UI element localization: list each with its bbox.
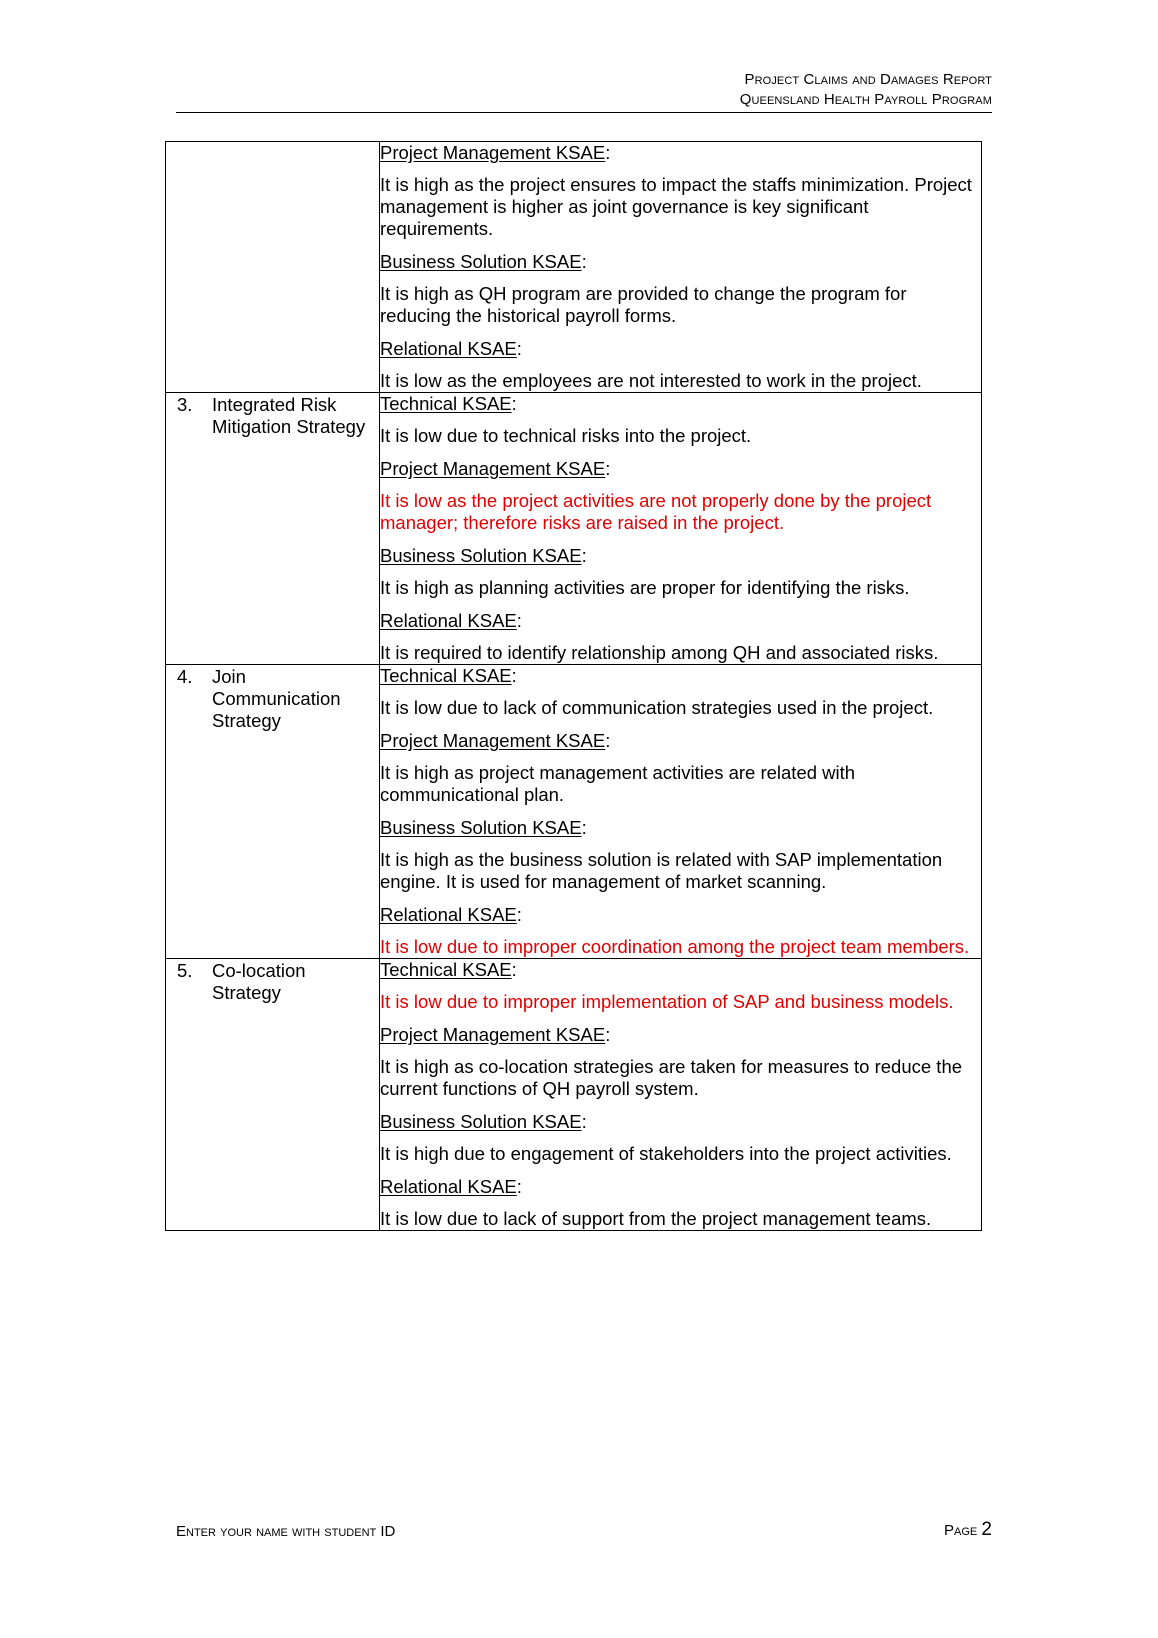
page-number (944, 1519, 992, 1542)
ksae-description: It is low due to improper coordination among the project team members. (380, 936, 970, 957)
ksae-label-colon: : (581, 1111, 587, 1132)
ksae-label-text: Project Management KSAE (380, 730, 606, 751)
ksae-description: It is low due to lack of communication strategies used in the project. (380, 697, 934, 718)
ksae-label-colon: : (605, 458, 611, 479)
ksae-label-colon: : (581, 817, 587, 838)
ksae-description: It is low due to improper implementation of SAP and business models. (380, 991, 954, 1012)
ksae-label (380, 458, 981, 480)
strategy-number: 4. (177, 666, 193, 687)
ksae-description: It is required to identify relationship among QH and associated risks. (380, 642, 939, 663)
strategy-number: 3. (177, 394, 193, 415)
strategy-cell (166, 665, 380, 959)
table-row (166, 959, 982, 1231)
strategy-cell (166, 959, 380, 1231)
ksae-label (380, 730, 981, 752)
ksae-label-colon: : (605, 1024, 611, 1045)
ksae-label-colon: : (581, 545, 587, 566)
ksae-label-colon: : (511, 665, 517, 686)
ksae-label (380, 1111, 981, 1133)
ksae-description: It is high as project management activities are related with communicational plan. (380, 762, 856, 805)
ksae-description: It is high due to engagement of stakeholders into the project activities. (380, 1143, 952, 1164)
ksae-label-text: Relational KSAE (380, 904, 517, 925)
ksae-label-text: Business Solution KSAE (380, 1111, 582, 1132)
ksae-description: It is high as planning activities are proper for identifying the risks. (380, 577, 910, 598)
ksae-label (380, 251, 981, 273)
ksae-label (380, 545, 981, 567)
ksae-label-text: Relational KSAE (380, 610, 517, 631)
ksae-description: It is high as co-location strategies are taken for measures to reduce the current functions of QH payroll system. (380, 1056, 963, 1099)
ksae-description: It is low due to lack of support from the project management teams. (380, 1208, 932, 1229)
ksae-detail-cell (380, 142, 982, 393)
ksae-label-colon: : (516, 904, 522, 925)
ksae-label (380, 393, 981, 415)
strategy-name: Join Communication Strategy (212, 666, 341, 731)
strategy-name: Integrated Risk Mitigation Strategy (212, 394, 366, 437)
strategy-name: Co-location Strategy (212, 960, 306, 1003)
page-footer (176, 1521, 992, 1545)
ksae-label-text: Project Management KSAE (380, 1024, 606, 1045)
ksae-label-text: Relational KSAE (380, 338, 517, 359)
ksae-label-colon: : (511, 393, 517, 414)
ksae-label-text: Business Solution KSAE (380, 817, 582, 838)
ksae-label-text: Project Management KSAE (380, 142, 606, 163)
ksae-detail-cell (380, 665, 982, 959)
ksae-label (380, 610, 981, 632)
table-row (166, 393, 982, 665)
ksae-label-text: Technical KSAE (380, 665, 512, 686)
ksae-label-colon: : (605, 730, 611, 751)
ksae-description: It is high as QH program are provided to change the program for reducing the historical payroll forms. (380, 283, 907, 326)
ksae-label-text: Technical KSAE (380, 959, 512, 980)
ksae-label-colon: : (516, 338, 522, 359)
ksae-label-colon: : (511, 959, 517, 980)
strategy-number: 5. (177, 960, 193, 981)
ksae-label-text: Project Management KSAE (380, 458, 606, 479)
footer-student-id: Enter your name with student ID (176, 1523, 396, 1540)
ksae-description: It is high as the business solution is related with SAP implementation engine. It is used for management of market scanning. (380, 849, 943, 892)
ksae-description: It is low due to technical risks into the project. (380, 425, 752, 446)
table-row (166, 142, 982, 393)
page-header (176, 70, 992, 113)
ksae-description: It is low as the employees are not interested to work in the project. (380, 370, 922, 391)
ksae-label (380, 1024, 981, 1046)
ksae-label (380, 338, 981, 360)
ksae-label (380, 904, 981, 926)
ksae-description: It is high as the project ensures to impact the staffs minimization. Project management is higher as joint governance is key significant requirements. (380, 174, 972, 239)
header-subtitle: Queensland Health Payroll Program (739, 91, 992, 108)
ksae-table (165, 141, 982, 1231)
ksae-label-colon: : (516, 1176, 522, 1197)
ksae-label-text: Business Solution KSAE (380, 251, 582, 272)
ksae-label (380, 1176, 981, 1198)
table-row (166, 665, 982, 959)
ksae-label (380, 142, 981, 164)
ksae-detail-cell (380, 959, 982, 1231)
page-label: Page (944, 1522, 978, 1539)
header-title: Project Claims and Damages Report (744, 71, 992, 88)
ksae-label-text: Relational KSAE (380, 1176, 517, 1197)
strategy-cell (166, 142, 380, 393)
ksae-label-colon: : (516, 610, 522, 631)
ksae-label-colon: : (605, 142, 611, 163)
ksae-description: It is low as the project activities are not properly done by the project manager; therefore risks are raised in the project. (380, 490, 932, 533)
ksae-label-colon: : (581, 251, 587, 272)
ksae-label (380, 817, 981, 839)
ksae-table-body (166, 142, 982, 1231)
strategy-cell (166, 393, 380, 665)
ksae-label (380, 959, 981, 981)
ksae-detail-cell (380, 393, 982, 665)
ksae-label-text: Technical KSAE (380, 393, 512, 414)
ksae-label (380, 665, 981, 687)
ksae-label-text: Business Solution KSAE (380, 545, 582, 566)
page-number-value: 2 (981, 1519, 992, 1540)
